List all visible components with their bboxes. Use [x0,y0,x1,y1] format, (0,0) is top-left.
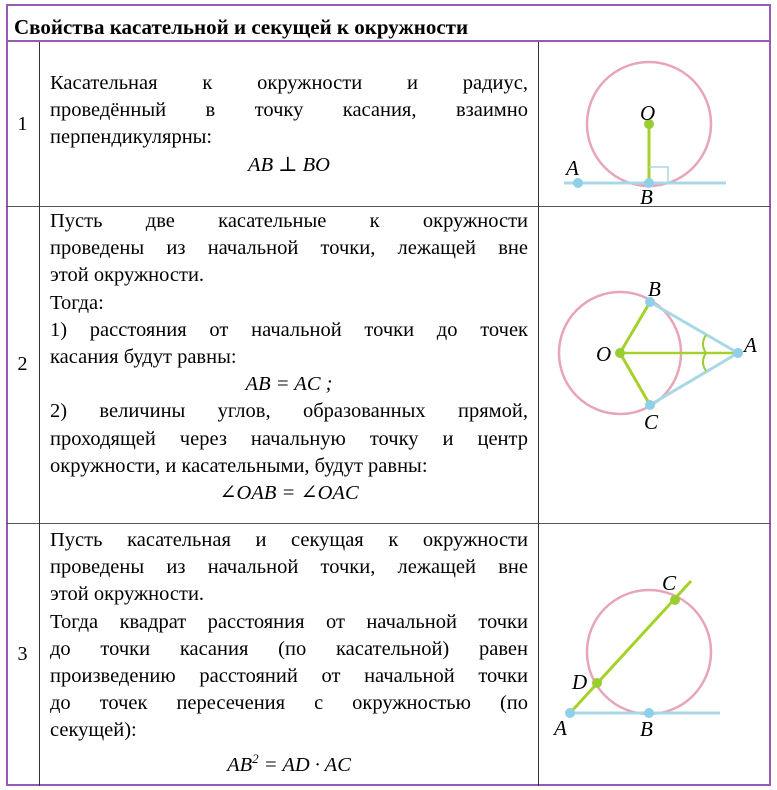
row-1-line: проведённый в точку касания, взаимно [50,99,528,122]
point-c [670,595,680,605]
row-3-line: Пусть касательная и секущая к окружности [50,529,528,551]
angle-mark-lower [703,353,706,371]
point-d [592,678,602,688]
row-2-line: 1) расстояния от начальной точки до точек [50,318,528,341]
row-2-line: касания будут равны: [50,346,237,369]
row-number-1: 1 [17,113,28,135]
row-2-line: Тогда: [50,291,104,314]
formula-exponent: 2 [252,750,259,766]
row-3-line: этой окружности. [50,583,205,606]
row-2-line: Пусть две касательные к окружности [50,210,528,232]
angle-mark-upper [703,335,706,353]
row-3-line: Тогда квадрат расстояния от начальной точки [50,610,528,633]
row-2-line: окружности, и касательными, будут равны: [50,454,428,477]
row-1-formula: AB ⊥ BO [248,153,330,176]
label-a: A [554,716,567,740]
diagram-tangent-radius [540,42,770,209]
formula-base: AB [227,753,253,776]
row-2-line: 2) величины углов, образованных прямой, [50,400,528,423]
label-d: D [572,670,588,694]
point-a [733,348,743,358]
formula-rest: = AD · AC [263,753,351,776]
row-3-line: до точек пересечения с окружностью (по [50,692,528,715]
point-o [615,348,625,358]
diagram-tangent-secant [540,524,770,786]
row-2-formula-2: ∠OAB = ∠OAC [219,482,359,505]
label-c: C [662,571,677,595]
row-1-line: перпендикулярны: [50,126,213,149]
row-number-2: 2 [17,353,28,375]
tangent-ac [650,353,738,405]
circle [587,590,711,714]
radius-oc [620,353,650,405]
label-b: B [640,185,653,209]
table-title: Свойства касательной и секущей к окружности [14,15,469,39]
label-o: O [640,101,656,125]
label-o: O [596,342,612,366]
row-2-line: проведены из начальной точки, лежащей вне [50,237,528,260]
column-divider-2 [538,42,539,786]
row-3-line: проведены из начальной точки, лежащей вне [50,556,528,579]
label-b: B [640,717,653,741]
row-number-3: 3 [17,643,28,665]
diagram-two-tangents [540,207,770,523]
row-3-text [50,527,528,779]
row-3-line: секущей): [50,719,137,742]
row-2-line: проходящей через начальную точку и центр [50,427,528,450]
row-1-line: Касательная к окружности и радиус, [50,72,528,94]
label-a: A [744,333,757,357]
radius-ob [620,302,650,353]
label-b: B [648,277,661,301]
row-2-formula-1: AB = AC ; [245,373,333,396]
row-2-text [50,208,528,507]
label-c: C [644,410,659,434]
tangent-ab [650,302,738,353]
row-2-line: этой окружности. [50,264,205,287]
row-1-text [50,70,528,179]
label-a: A [566,156,579,180]
row-3-formula [50,745,528,779]
point-c [645,400,655,410]
column-divider-1 [39,42,40,786]
row-3-line: произведению расстояний от начальной точки [50,665,528,688]
row-3-line: до точки касания (по касательной) равен [50,637,528,660]
